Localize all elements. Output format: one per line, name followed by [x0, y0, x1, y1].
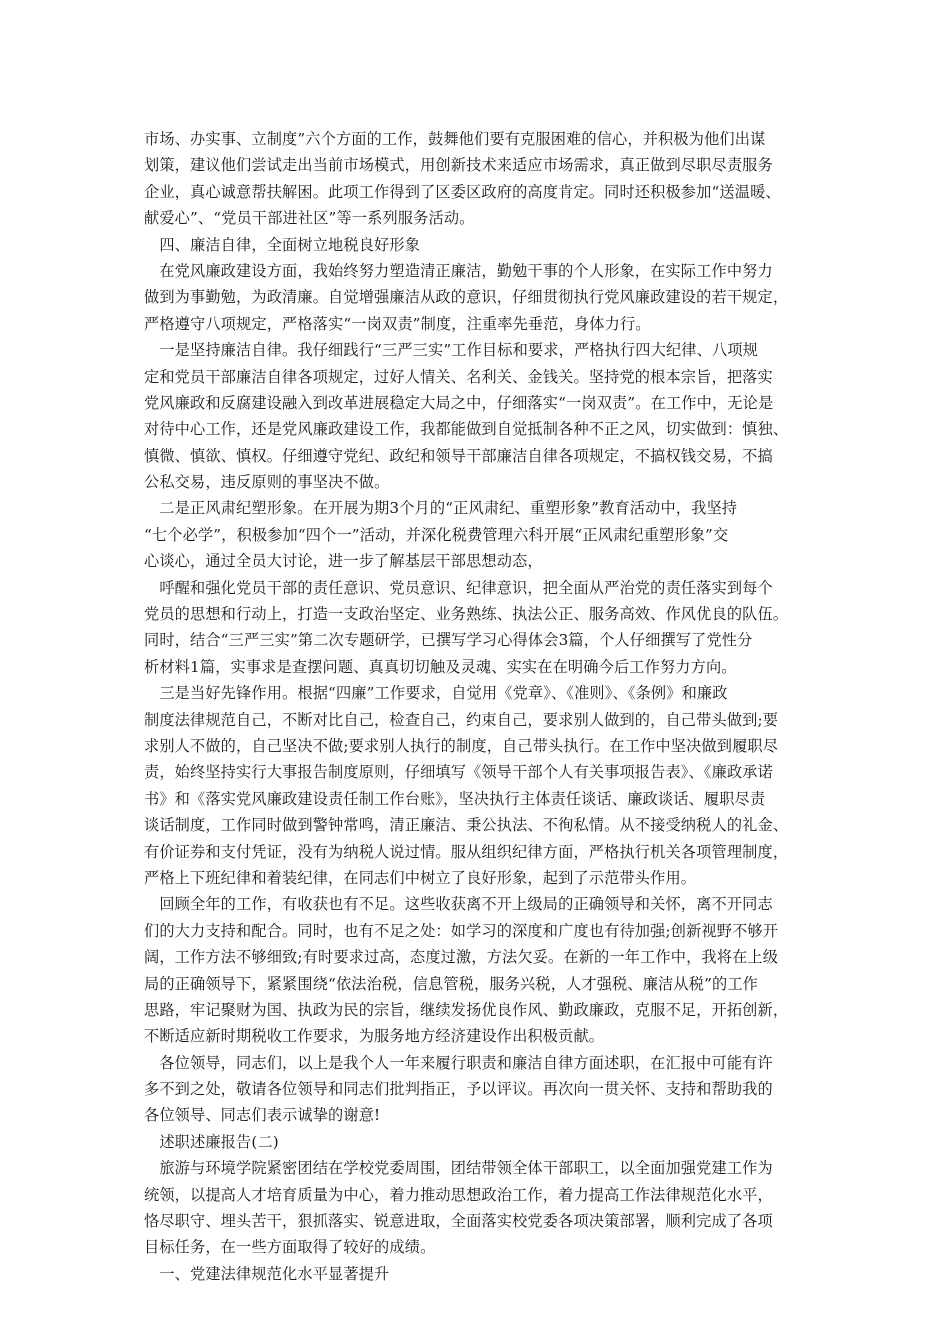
text-line: 定和党员干部廉洁自律各项规定，过好人情关、名利关、金钱关。坚持党的根本宗旨，把落实: [144, 367, 773, 386]
section-heading: 一、党建法律规范化水平显著提升: [144, 1264, 390, 1283]
text-line: 回顾全年的工作，有收获也有不足。这些收获离不开上级局的正确领导和关怀，离不开同志: [144, 895, 773, 914]
text-line: 恪尽职守、埋头苦干，狠抓落实、锐意进取，全面落实校党委各项决策部署，顺利完成了各项: [144, 1212, 773, 1231]
text-line: 严格遵守八项规定，严格落实“一岗双责”制度，注重率先垂范，身体力行。: [144, 314, 651, 333]
text-line: 目标任务，在一些方面取得了较好的成绩。: [144, 1238, 436, 1257]
section-heading: 四、廉洁自律，全面树立地税良好形象: [144, 235, 421, 254]
text-line: 市场、办实事、立制度”六个方面的工作，鼓舞他们要有克服困难的信心，并积极为他们出谋: [144, 130, 766, 148]
text-line: 析材料1篇，实事求是查摆问题、真真切切触及灵魂、实实在在明确今后工作努力方向。: [144, 657, 737, 676]
report-subtitle: 述职述廉报告(二): [144, 1132, 279, 1151]
text-line: 企业，真心诚意帮扶解困。此项工作得到了区委区政府的高度肯定。同时还积极参加“送温暖、: [144, 182, 781, 201]
text-line: 阔，工作方法不够细致;有时要求过高，态度过激，方法欠妥。在新的一年工作中，我将在上级: [144, 948, 779, 967]
text-line: 献爱心”、“党员干部进社区”等一系列服务活动。: [144, 209, 475, 228]
text-line: 公私交易，违反原则的事坚决不做。: [144, 473, 390, 492]
text-line: 谈话制度，工作同时做到警钟常鸣，清正廉洁、秉公执法、不徇私情。从不接受纳税人的礼金、: [144, 816, 789, 835]
text-line: 一是坚持廉洁自律。我仔细践行“三严三实”工作目标和要求，严格执行四大纪律、八项规: [144, 341, 758, 360]
text-line: 在党风廉政建设方面，我始终努力塑造清正廉洁，勤勉干事的个人形象，在实际工作中努力: [144, 261, 773, 280]
text-line: 统领，以提高人才培育质量为中心，着力推动思想政治工作，着力提高工作法律规范化水平，: [144, 1185, 773, 1204]
text-line: 同时，结合“三严三实”第二次专题研学，已撰写学习心得体会3篇，个人仔细撰写了党性分: [144, 631, 753, 650]
text-line: 不断适应新时期税收工作要求，为服务地方经济建设作出积极贡献。: [144, 1027, 605, 1046]
text-line: 求别人不做的，自己坚决不做;要求别人执行的制度，自己带头执行。在工作中坚决做到履职尽: [144, 736, 779, 755]
text-line: 各位领导，同志们，以上是我个人一年来履行职责和廉洁自律方面述职，在汇报中可能有许: [144, 1053, 773, 1072]
document-body: [144, 126, 814, 1287]
text-line: 心谈心，通过全员大讨论，进一步了解基层干部思想动态，: [144, 552, 543, 571]
text-line: 对待中心工作，还是党风廉政建设工作，我都能做到自觉抵制各种不正之风，切实做到：慎独、: [144, 420, 789, 439]
text-line: 思路，牢记聚财为国、执政为民的宗旨，继续发扬优良作风、勤政廉政，克服不足，开拓创新，: [144, 1000, 789, 1019]
text-line: 多不到之处，敬请各位领导和同志们批判指正，予以评议。再次向一贯关怀、支持和帮助我的: [144, 1080, 773, 1099]
text-line: 有价证券和支付凭证，没有为纳税人说过情。服从组织纪律方面，严格执行机关各项管理制度，: [144, 842, 789, 861]
text-line: “七个必学”，积极参加“四个一”活动，并深化税费管理六科开展“正风肃纪重塑形象”交: [144, 525, 729, 544]
text-line: 局的正确领导下，紧紧围绕“依法治税，信息管税，服务兴税，人才强税、廉洁从税”的工作: [144, 974, 758, 993]
text-line: 责，始终坚持实行大事报告制度原则，仔细填写《领导干部个人有关事项报告表》、《廉政承诺: [144, 763, 773, 782]
text-line: 党风廉政和反腐建设融入到改革进展稳定大局之中，仔细落实“一岗双责”。在工作中，无论是: [144, 393, 774, 412]
text-line: 三是当好先锋作用。根据“四廉”工作要求，自觉用《党章》、《准则》、《条例》和廉政: [144, 684, 728, 703]
text-line: 们的大力支持和配合。同时，也有不足之处：如学习的深度和广度也有待加强;创新视野不够开: [144, 921, 779, 940]
text-line: 划策，建议他们尝试走出当前市场模式，用创新技术来适应市场需求，真正做到尽职尽责服务: [144, 156, 773, 175]
text-line: 旅游与环境学院紧密团结在学校党委周围，团结带领全体干部职工，以全面加强党建工作为: [144, 1159, 773, 1178]
text-line: 慎微、慎欲、慎权。仔细遵守党纪、政纪和领导干部廉洁自律各项规定，不搞权钱交易，不搞: [144, 446, 773, 465]
text-line: 党员的思想和行动上，打造一支政治坚定、业务熟练、执法公正、服务高效、作风优良的队伍。: [144, 605, 789, 624]
text-line: 制度法律规范自己，不断对比自己，检查自己，约束自己，要求别人做到的，自己带头做到;要: [144, 710, 779, 729]
text-line: 呼醒和强化党员干部的责任意识、党员意识、纪律意识，把全面从严治党的责任落实到每个: [144, 578, 773, 597]
text-line: 做到为事勤勉，为政清廉。自觉增强廉洁从政的意识，仔细贯彻执行党风廉政建设的若干规定，: [144, 288, 789, 307]
text-line: 各位领导、同志们表示诚挚的谢意!: [144, 1106, 381, 1125]
text-line: 书》和《落实党风廉政建设责任制工作台账》，坚决执行主体责任谈话、廉政谈话、履职尽责: [144, 789, 766, 808]
text-line: 严格上下班纪律和着装纪律，在同志们中树立了良好形象，起到了示范带头作用。: [144, 868, 697, 887]
text-line: 二是正风肃纪塑形象。在开展为期3个月的“正风肃纪、重塑形象”教育活动中，我坚持: [144, 499, 738, 518]
